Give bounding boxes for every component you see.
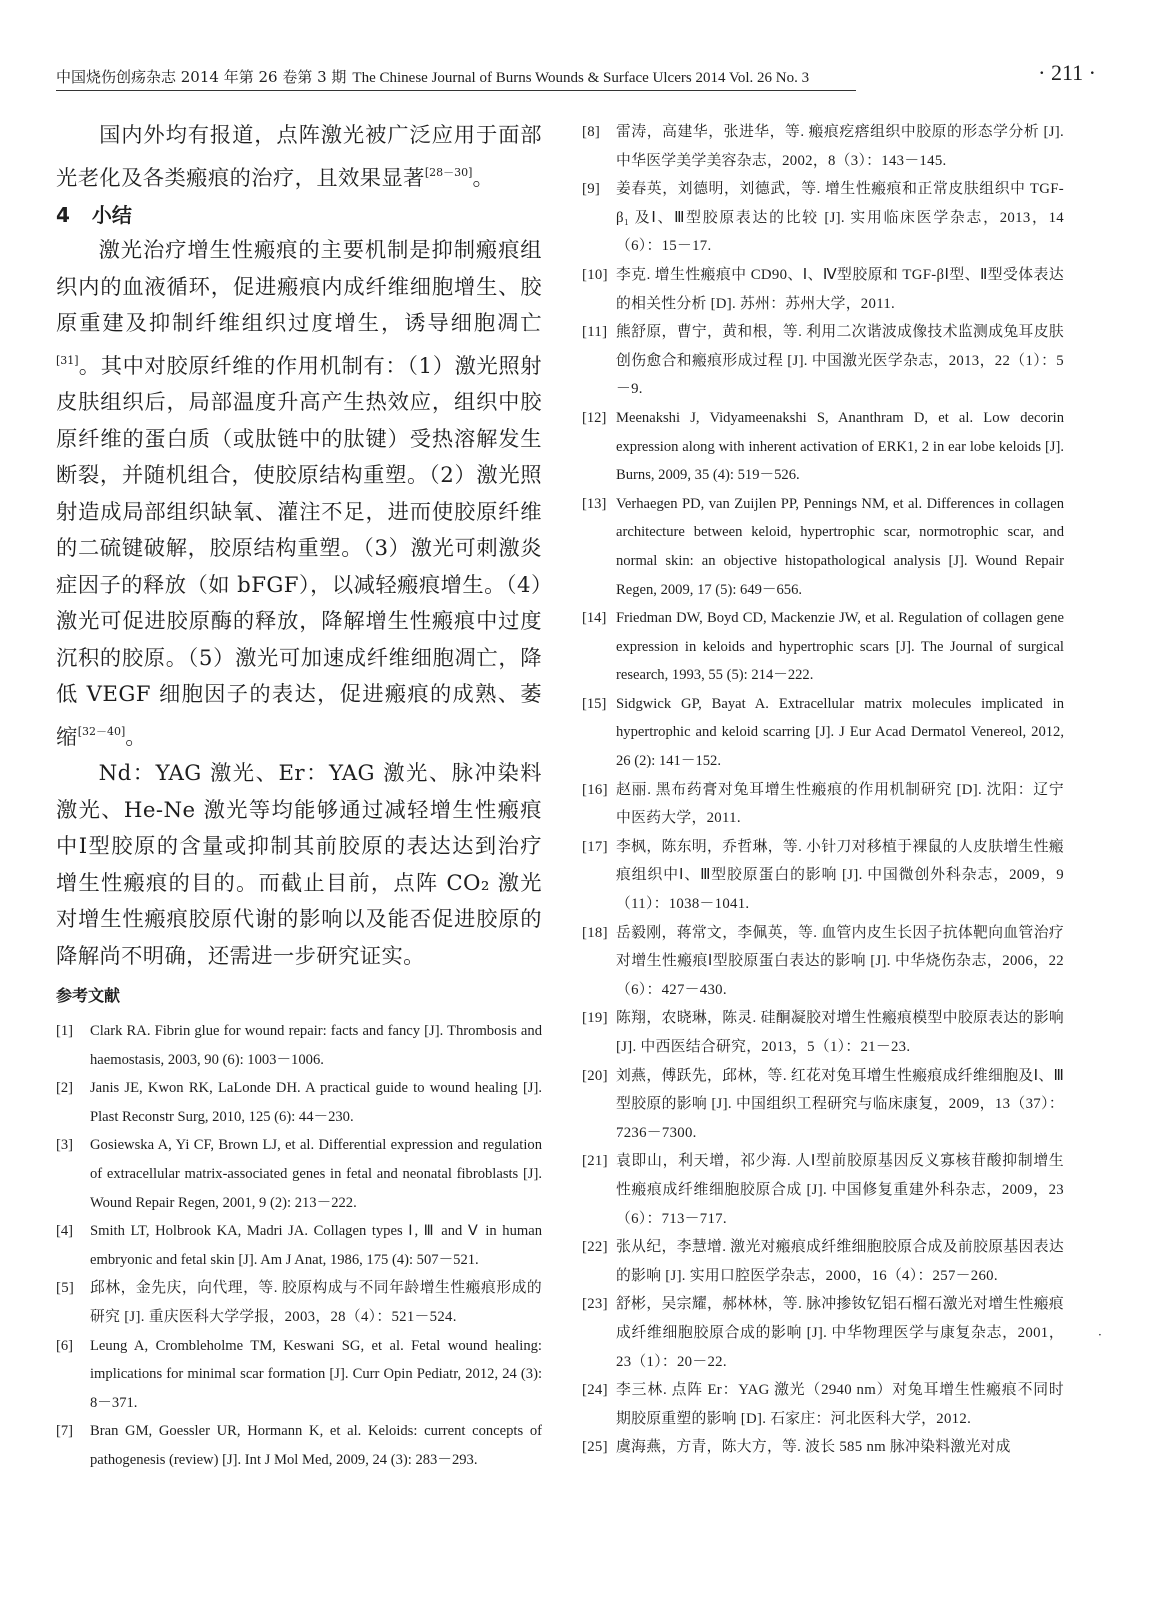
citation: [32－40] — [77, 724, 126, 738]
reference-item: [10] 李克. 增生性瘢痕中 CD90、Ⅰ、Ⅳ型胶原和 TGF-βⅠ型、Ⅱ型受体表达的相关性分析 [D]. 苏州：苏州大学，2011. — [582, 266, 1064, 312]
reference-item: [12] Meenakshi J, Vidyameenakshi S, Ananthram D, et al. Low decorin expression along with inherent activation of ERK1, 2 in ear lobe keloids [J]. Burns, 2009, 35 (4): 519－526. — [582, 409, 1064, 484]
citation: [31] — [56, 353, 79, 367]
right-column — [582, 118, 1064, 1462]
section-number: 4 — [56, 203, 70, 227]
reference-item: [16] 赵丽. 黑布药膏对兔耳增生性瘢痕的作用机制研究 [D]. 沈阳：辽宁中医药大学，2011. — [582, 781, 1064, 827]
reference-list-right — [582, 118, 1064, 1462]
header-rule — [56, 90, 856, 91]
citation: [28－30] — [424, 165, 473, 179]
reference-item: [2] Janis JE, Kwon RK, LaLonde DH. A practical guide to wound healing [J]. Plast Reconstr Surg, 2010, 125 (6): 44－230. — [56, 1080, 542, 1125]
reference-item: [18] 岳毅刚，蒋常文，李佩英，等. 血管内皮生长因子抗体靶向血管治疗对增生性瘢痕Ⅰ型胶原蛋白表达的影响 [J]. 中华烧伤杂志，2006，22（6）：427－430. — [582, 924, 1064, 998]
reference-item: [4] Smith LT, Holbrook KA, Madri JA. Collagen types Ⅰ, Ⅲ and Ⅴ in human embryonic and fetal skin [J]. Am J Anat, 1986, 175 (4): 507－521. — [56, 1223, 542, 1268]
summary-paragraph: 激光治疗增生性瘢痕的主要机制是抑制瘢痕组织内的血液循环，促进瘢痕内成纤维细胞增生、胶原重建及抑制纤维组织过度增生，诱导细胞凋亡[31]。其中对胶原纤维的作用机制有：（1）激光照射皮肤组织后，局部温度升高产生热效应，组织中胶原纤维的蛋白质（或肽链中的肽键）受热溶解发生断裂，并随机组合，使胶原结构重塑。（2）激光照射造成局部组织缺氧、灌注不足，进而使胶原纤维的二硫键破解，胶原结构重塑。（3）激光可刺激炎症因子的释放（如 bFGF），以减轻瘢痕增生。（4）激光可促进胶原酶的释放，降解增生性瘢痕中过度沉积的胶原。（5）激光可加速成纤维细胞凋亡，降低 VEGF 细胞因子的表达，促进瘢痕的成熟、萎缩[32－40]。 — [56, 238, 542, 750]
reference-item: [25] 虞海燕，方青，陈大方，等. 波长 585 nm 脉冲染料激光对成 — [582, 1439, 1011, 1456]
reference-item: [15] Sidgwick GP, Bayat A. Extracellular matrix molecules implicated in hypertrophic and keloid scarring [J]. J Eur Acad Dermatol Venereol, 2012, 26 (2): 141－152. — [582, 695, 1064, 770]
reference-item: [21] 袁即山，利天增，祁少海. 人Ⅰ型前胶原基因反义寡核苷酸抑制增生性瘢痕成纤维细胞胶原合成 [J]. 中国修复重建外科杂志，2009，23（6）：713－717. — [582, 1153, 1064, 1227]
left-column — [56, 118, 542, 1475]
reference-item: [6] Leung A, Crombleholme TM, Keswani SG, et al. Fetal wound healing: implications for minimal scar formation [J]. Curr Opin Pediatr, 2012, 24 (3): 8－371. — [56, 1337, 542, 1411]
reference-item: [22] 张从纪，李慧增. 激光对瘢痕成纤维细胞胶原合成及前胶原基因表达的影响 [J]. 实用口腔医学杂志，2000，16（4）：257－260. — [582, 1239, 1064, 1284]
reference-item: [9] 姜春英，刘德明，刘德武，等. 增生性瘢痕和正常皮肤组织中 TGF-β₁ 及Ⅰ、Ⅲ型胶原表达的比较 [J]. 实用临床医学杂志，2013，14（6）：15－17. — [582, 181, 1064, 255]
conclusion-paragraph: Nd：YAG 激光、Er：YAG 激光、脉冲染料激光、He-Ne 激光等均能够通过减轻增生性瘢痕中Ⅰ型胶原的含量或抑制其前胶原的表达达到治疗增生性瘢痕的目的。而截止目前，点阵 CO₂ 激光对增生性瘢痕胶原代谢的影响以及能否促进胶原的降解尚不明确，还需进一步研究证实。 — [56, 761, 542, 969]
page-number: · 211 · — [1038, 60, 1096, 85]
journal-title-cn: 中国烧伤创疡杂志 2014 年第 26 卷第 3 期 — [56, 68, 347, 86]
reference-item: [19] 陈翔，农晓琳，陈灵. 硅酮凝胶对增生性瘢痕模型中胶原表达的影响 [J]. 中西医结合研究，2013，5（1）：21－23. — [582, 1010, 1064, 1055]
reference-item: [13] Verhaegen PD, van Zuijlen PP, Pennings NM, et al. Differences in collagen architecture between keloid, hypertrophic scar, normotrophic scar, and normal skin: an objective histopathological analysis [J]. Wound Repair Regen, 2009, 17 (5): 649－656. — [582, 495, 1064, 598]
journal-citation — [56, 66, 809, 87]
reference-item: [1] Clark RA. Fibrin glue for wound repair: facts and fancy [J]. Thrombosis and haemostasis, 2003, 90 (6): 1003－1006. — [56, 1023, 542, 1068]
reference-list-left — [56, 1017, 542, 1475]
reference-item: [23] 舒彬，吴宗耀，郝林林，等. 脉冲掺钕钇铝石榴石激光对增生性瘢痕成纤维细胞胶原合成的影响 [J]. 中华物理医学与康复杂志，2001，23（1）：20－22. — [582, 1296, 1064, 1370]
journal-title-en: The Chinese Journal of Burns Wounds & Surface Ulcers 2014 Vol. 26 No. 3 — [352, 70, 810, 86]
reference-item: [7] Bran GM, Goessler UR, Hormann K, et al. Keloids: current concepts of pathogenesis (review) [J]. Int J Mol Med, 2009, 24 (3): 283－293. — [56, 1423, 542, 1468]
reference-item: [8] 雷涛，高建华，张进华，等. 瘢痕疙瘩组织中胶原的形态学分析 [J]. 中华医学美学美容杂志，2002，8（3）：143－145. — [582, 124, 1064, 169]
references-heading: 参考文献 — [56, 986, 121, 1005]
reference-item: [14] Friedman DW, Boyd CD, Mackenzie JW, et al. Regulation of collagen gene expression in keloids and hypertrophic scars [J]. The Journal of surgical research, 1993, 55 (5): 214－222. — [582, 610, 1064, 684]
reference-item: [11] 熊舒原，曹宁，黄和根，等. 利用二次谐波成像技术监测成兔耳皮肤创伤愈合和瘢痕形成过程 [J]. 中国激光医学杂志，2013，22（1）：5－9. — [582, 324, 1064, 398]
reference-item: [5] 邱林，金先庆，向代理，等. 胶原构成与不同年龄增生性瘢痕形成的研究 [J]. 重庆医科大学学报，2003，28（4）：521－524. — [56, 1280, 542, 1325]
scan-dot: · — [1098, 1328, 1102, 1342]
section-title: 小结 — [91, 203, 132, 227]
reference-item: [24] 李三林. 点阵 Er：YAG 激光（2940 nm）对兔耳增生性瘢痕不同时期胶原重塑的影响 [D]. 石家庄：河北医科大学，2012. — [582, 1382, 1064, 1427]
reference-item: [20] 刘燕，傅跃先，邱林，等. 红花对兔耳增生性瘢痕成纤维细胞及Ⅰ、Ⅲ型胶原的影响 [J]. 中国组织工程研究与临床康复，2009，13（37）：7236－7300. — [582, 1067, 1064, 1141]
intro-paragraph: 国内外均有报道，点阵激光被广泛应用于面部光老化及各类瘢痕的治疗，且效果显著[28－30]。 — [56, 123, 542, 191]
running-header — [56, 60, 1096, 92]
reference-item: [3] Gosiewska A, Yi CF, Brown LJ, et al. Differential expression and regulation of extracellular matrix-associated genes in fetal and neonatal fibroblasts [J]. Wound Repair Regen, 2001, 9 (2): 213－222. — [56, 1137, 542, 1211]
reference-item: [17] 李枫，陈东明，乔哲琳，等. 小针刀对移植于裸鼠的人皮肤增生性瘢痕组织中Ⅰ、Ⅲ型胶原蛋白的影响 [J]. 中国微创外科杂志，2009，9（11）：1038－1041. — [582, 838, 1064, 913]
section-heading — [56, 197, 542, 233]
